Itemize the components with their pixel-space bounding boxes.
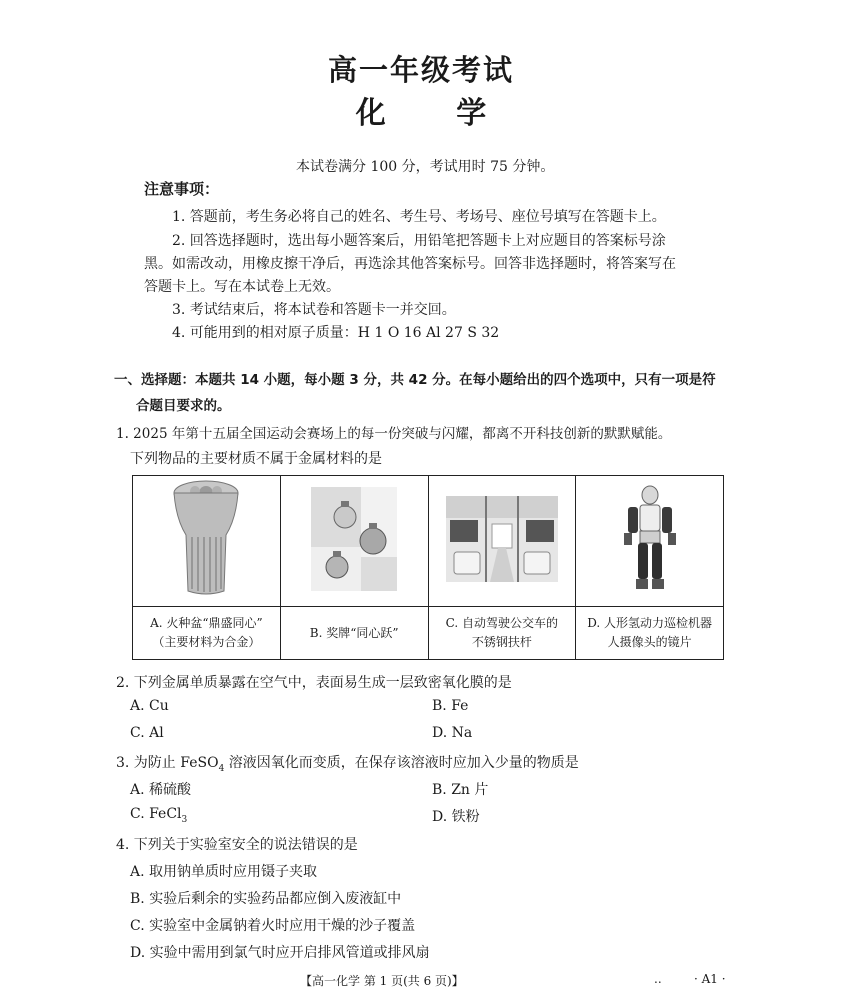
q2-stem: 2. 下列金属单质暴露在空气中，表面易生成一层致密氧化膜的是 [116,675,512,691]
q3-option-b: B. Zn 片 [432,782,489,798]
intro-text: 本试卷满分 100 分，考试用时 75 分钟。 [296,159,555,175]
q1-cell-d-image [576,476,724,607]
q1-caption-c-line2: 不锈钢扶杆 [471,635,532,649]
q3-stem [116,752,579,774]
q3-option-c-pre: C. FeCl [130,806,182,822]
notice-item-2: 2. 回答选择题时，选出每小题答案后，用铅笔把答题卡上对应题目的答案标号涂 [172,233,666,249]
q4-stem: 4. 下列关于实验室安全的说法错误的是 [116,837,358,853]
q1-caption-b-line1: B. 奖牌“同心跃” [309,625,399,640]
q1-cell-a-image [133,476,281,607]
fire-basin-image [166,479,246,599]
q1-stem: 1. 2025 年第十五届全国运动会赛场上的每一份突破与闪耀，都离不开科技创新的默默赋能。 [116,426,672,442]
q3-option-c-sub: 3 [181,814,188,825]
robot-image [620,485,680,593]
section-heading: 一、选择题：本题共 14 小题，每小题 3 分，共 42 分。在每小题给出的四个选项中，只有一项是符 [114,372,716,388]
q1-caption-b [280,607,428,660]
q4-option-b: B. 实验后剩余的实验药品都应倒入废液缸中 [130,891,402,907]
q2-option-b: B. Fe [432,698,469,714]
q1-caption-c-line1: C. 自动驾驶公交车的 [445,616,559,630]
page-footer: 【高一化学 第 1 页(共 6 页)】 [300,974,464,988]
q4-option-d: D. 实验中需用到氯气时应开启排风管道或排风扇 [130,945,430,961]
q1-caption-d-line1: D. 人形氢动力巡检机器 [587,616,713,630]
q1-caption-d-line2: 人摄像头的镜片 [607,635,692,649]
q2-option-a: A. Cu [130,698,169,714]
notice-item-4: 4. 可能用到的相对原子质量：H 1 O 16 Al 27 S 32 [172,325,500,341]
exam-title: 高一年级考试 [327,53,514,87]
notice-item-3: 3. 考试结束后，将本试卷和答题卡一并交回。 [172,302,456,318]
q3-option-d: D. 铁粉 [432,809,480,825]
q1-cell-c-image [428,476,576,607]
q3-option-a: A. 稀硫酸 [130,782,192,798]
q3-stem-post: 溶液因氧化而变质，在保存该溶液时应加入少量的物质是 [224,755,579,771]
q3-option-c [130,806,187,825]
q1-cell-b-image [280,476,428,607]
q2-option-d: D. Na [432,725,473,741]
notice-heading: 注意事项： [144,180,220,198]
q3-stem-sub: 4 [218,763,225,774]
notice-item-1: 1. 答题前，考生务必将自己的姓名、考生号、考场号、座位号填写在答题卡上。 [172,209,666,225]
footer-code: · A1 · [694,972,726,986]
q1-image-table [132,475,724,660]
q4-option-a: A. 取用钠单质时应用镊子夹取 [130,864,318,880]
q1-caption-d [576,607,724,660]
footer-dots: .. [654,972,662,986]
q1-stem-cont: 下列物品的主要材质不属于金属材料的是 [130,451,382,467]
q1-caption-a [133,607,281,660]
notice-item-2-cont: 黑。如需改动，用橡皮擦干净后，再选涂其他答案标号。回答非选择题时，将答案写在 [144,256,676,272]
q1-caption-a-line1: A. 火种盆“鼎盛同心” [150,616,263,630]
bus-interior-image [446,496,558,582]
q1-caption-c [428,607,576,660]
section-heading-cont: 合题目要求的。 [136,398,231,414]
q2-option-c: C. Al [130,725,164,741]
q4-option-c: C. 实验室中金属钠着火时应用干燥的沙子覆盖 [130,918,416,934]
notice-item-2-cont2: 答题卡上。写在本试卷上无效。 [144,279,340,295]
subject-title: 化 学 [355,96,487,131]
q1-caption-a-line2: （主要材料为合金） [152,635,261,649]
medal-image [311,487,397,591]
q3-stem-pre: 3. 为防止 FeSO [116,755,219,771]
